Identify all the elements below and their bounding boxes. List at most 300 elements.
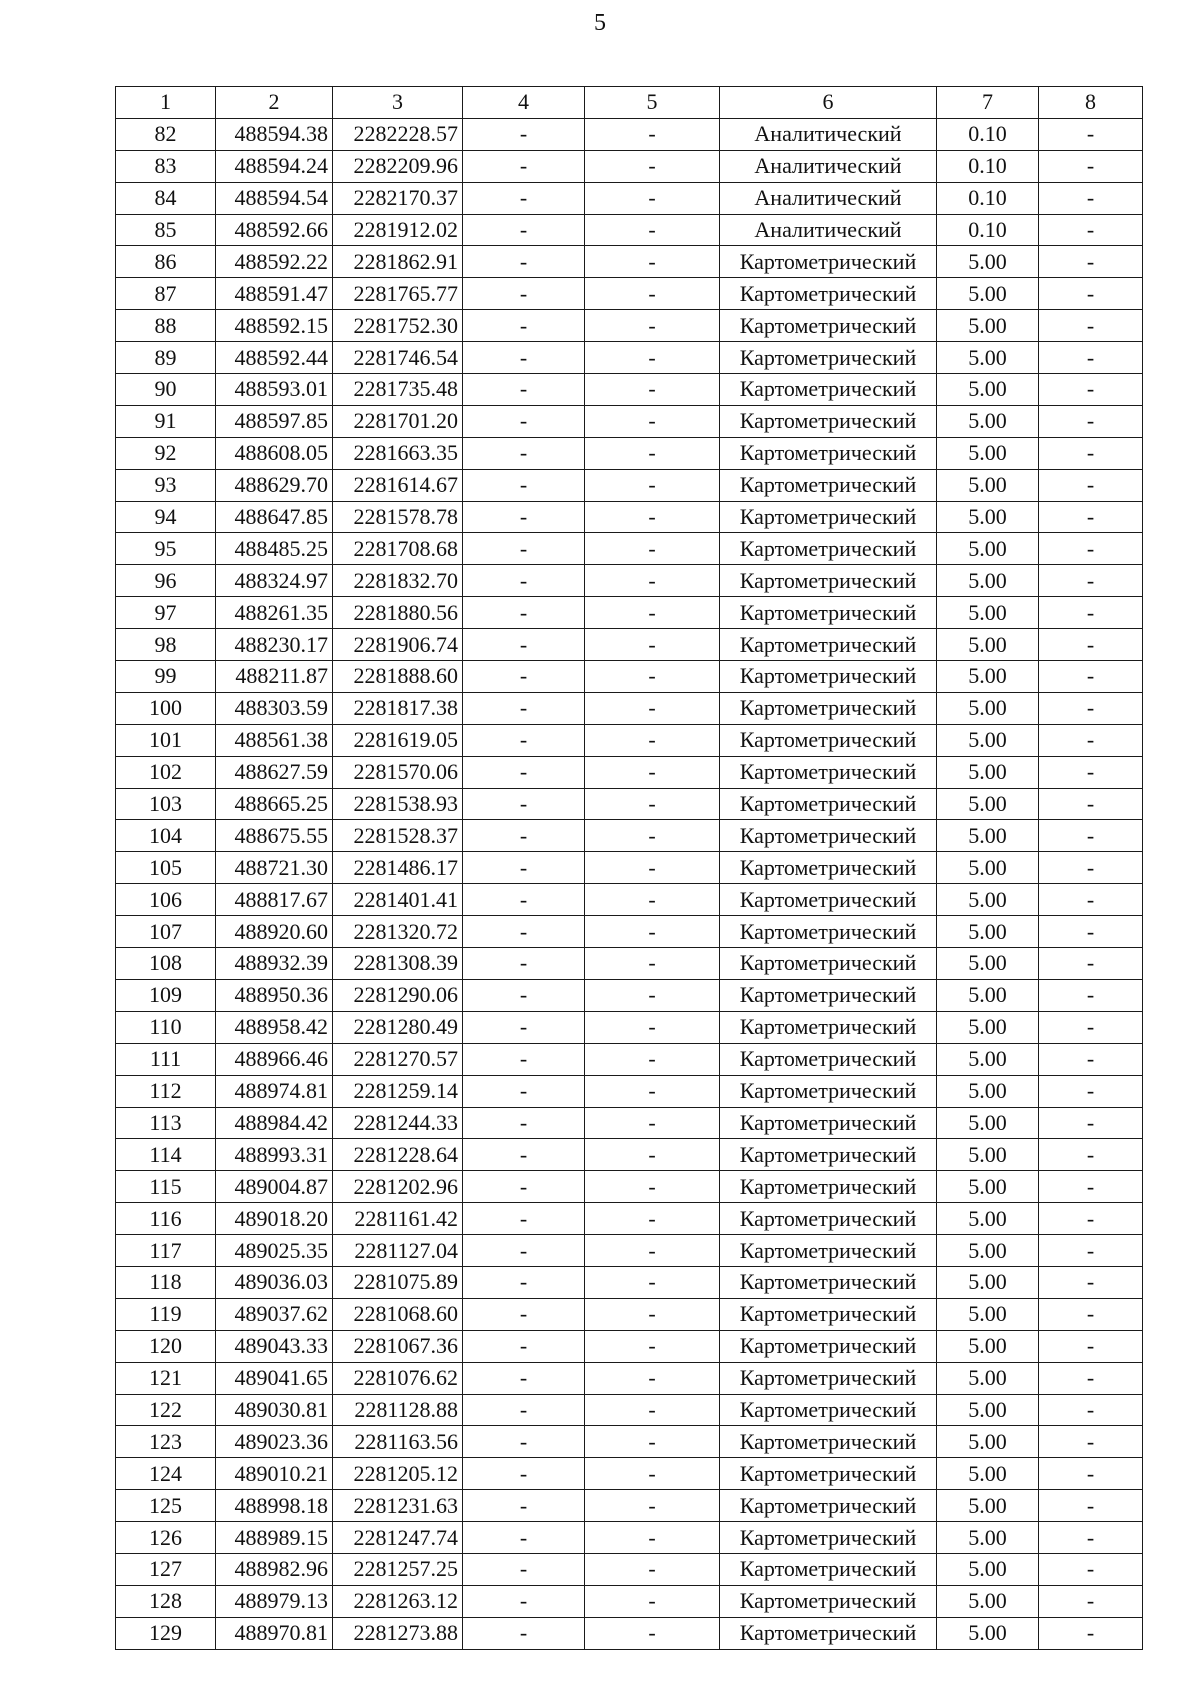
x-coordinate-cell: 488974.81 — [216, 1075, 333, 1107]
column-8-cell: - — [1039, 1394, 1143, 1426]
accuracy-cell: 5.00 — [937, 501, 1039, 533]
column-5-cell: - — [585, 1426, 720, 1458]
column-8-cell: - — [1039, 1330, 1143, 1362]
method-cell: Картометрический — [720, 310, 937, 342]
column-4-cell: - — [463, 1298, 585, 1330]
point-number-cell: 116 — [116, 1203, 216, 1235]
x-coordinate-cell: 488932.39 — [216, 948, 333, 980]
method-cell: Картометрический — [720, 1330, 937, 1362]
method-cell: Картометрический — [720, 533, 937, 565]
method-cell: Картометрический — [720, 1426, 937, 1458]
coordinates-table — [115, 86, 1143, 1650]
y-coordinate-cell: 2281888.60 — [333, 661, 463, 693]
column-5-cell: - — [585, 597, 720, 629]
accuracy-cell: 0.10 — [937, 214, 1039, 246]
accuracy-cell: 5.00 — [937, 405, 1039, 437]
point-number-cell: 118 — [116, 1266, 216, 1298]
column-4-cell: - — [463, 629, 585, 661]
method-cell: Картометрический — [720, 1458, 937, 1490]
column-5-cell: - — [585, 278, 720, 310]
column-4-cell: - — [463, 501, 585, 533]
point-number-cell: 125 — [116, 1490, 216, 1522]
table-row — [116, 150, 1143, 182]
y-coordinate-cell: 2281068.60 — [333, 1298, 463, 1330]
column-4-cell: - — [463, 374, 585, 406]
table-row — [116, 1298, 1143, 1330]
accuracy-cell: 5.00 — [937, 1171, 1039, 1203]
method-cell: Картометрический — [720, 916, 937, 948]
method-cell: Аналитический — [720, 182, 937, 214]
accuracy-cell: 5.00 — [937, 1107, 1039, 1139]
table-row — [116, 437, 1143, 469]
method-cell: Картометрический — [720, 756, 937, 788]
table-row — [116, 342, 1143, 374]
column-8-cell: - — [1039, 1553, 1143, 1585]
method-cell: Картометрический — [720, 1107, 937, 1139]
table-row — [116, 246, 1143, 278]
table-row — [116, 1235, 1143, 1267]
x-coordinate-cell: 488982.96 — [216, 1553, 333, 1585]
table-row — [116, 1490, 1143, 1522]
point-number-cell: 112 — [116, 1075, 216, 1107]
method-cell: Картометрический — [720, 501, 937, 533]
column-4-cell: - — [463, 916, 585, 948]
x-coordinate-cell: 488984.42 — [216, 1107, 333, 1139]
point-number-cell: 105 — [116, 852, 216, 884]
column-8-cell: - — [1039, 1362, 1143, 1394]
table-row — [116, 1553, 1143, 1585]
point-number-cell: 82 — [116, 118, 216, 150]
y-coordinate-cell: 2281752.30 — [333, 310, 463, 342]
accuracy-cell: 5.00 — [937, 1426, 1039, 1458]
column-5-cell: - — [585, 182, 720, 214]
accuracy-cell: 5.00 — [937, 884, 1039, 916]
column-4-cell: - — [463, 884, 585, 916]
table-row — [116, 597, 1143, 629]
table-row — [116, 501, 1143, 533]
column-8-cell: - — [1039, 756, 1143, 788]
column-4-cell: - — [463, 565, 585, 597]
column-4-cell: - — [463, 788, 585, 820]
point-number-cell: 115 — [116, 1171, 216, 1203]
column-8-cell: - — [1039, 405, 1143, 437]
column-4-cell: - — [463, 1107, 585, 1139]
method-cell: Картометрический — [720, 565, 937, 597]
column-5-cell: - — [585, 1458, 720, 1490]
column-8-cell: - — [1039, 629, 1143, 661]
table-row — [116, 884, 1143, 916]
x-coordinate-cell: 488608.05 — [216, 437, 333, 469]
column-5-cell: - — [585, 437, 720, 469]
column-8-cell: - — [1039, 661, 1143, 693]
method-cell: Картометрический — [720, 852, 937, 884]
column-4-cell: - — [463, 437, 585, 469]
column-5-cell: - — [585, 1617, 720, 1649]
column-4-cell: - — [463, 1330, 585, 1362]
y-coordinate-cell: 2281161.42 — [333, 1203, 463, 1235]
y-coordinate-cell: 2281259.14 — [333, 1075, 463, 1107]
x-coordinate-cell: 488324.97 — [216, 565, 333, 597]
y-coordinate-cell: 2281075.89 — [333, 1266, 463, 1298]
method-cell: Картометрический — [720, 1266, 937, 1298]
method-cell: Картометрический — [720, 1011, 937, 1043]
x-coordinate-cell: 489036.03 — [216, 1266, 333, 1298]
point-number-cell: 99 — [116, 661, 216, 693]
table-row — [116, 1426, 1143, 1458]
y-coordinate-cell: 2281270.57 — [333, 1043, 463, 1075]
table-row — [116, 118, 1143, 150]
y-coordinate-cell: 2281817.38 — [333, 692, 463, 724]
column-5-cell: - — [585, 852, 720, 884]
x-coordinate-cell: 488485.25 — [216, 533, 333, 565]
point-number-cell: 87 — [116, 278, 216, 310]
method-cell: Картометрический — [720, 437, 937, 469]
column-4-cell: - — [463, 278, 585, 310]
column-5-cell: - — [585, 1522, 720, 1554]
table-row — [116, 310, 1143, 342]
column-5-cell: - — [585, 1330, 720, 1362]
column-4-cell: - — [463, 342, 585, 374]
column-4-cell: - — [463, 1043, 585, 1075]
table-row — [116, 1266, 1143, 1298]
y-coordinate-cell: 2282228.57 — [333, 118, 463, 150]
x-coordinate-cell: 488665.25 — [216, 788, 333, 820]
column-8-cell: - — [1039, 1522, 1143, 1554]
column-5-cell: - — [585, 214, 720, 246]
column-5-cell: - — [585, 533, 720, 565]
point-number-cell: 122 — [116, 1394, 216, 1426]
column-4-cell: - — [463, 1203, 585, 1235]
accuracy-cell: 5.00 — [937, 979, 1039, 1011]
method-cell: Картометрический — [720, 1235, 937, 1267]
column-8-cell: - — [1039, 310, 1143, 342]
accuracy-cell: 5.00 — [937, 310, 1039, 342]
x-coordinate-cell: 488597.85 — [216, 405, 333, 437]
table-row — [116, 852, 1143, 884]
accuracy-cell: 5.00 — [937, 469, 1039, 501]
column-8-cell: - — [1039, 724, 1143, 756]
y-coordinate-cell: 2281076.62 — [333, 1362, 463, 1394]
method-cell: Картометрический — [720, 405, 937, 437]
x-coordinate-cell: 489004.87 — [216, 1171, 333, 1203]
column-8-cell: - — [1039, 118, 1143, 150]
column-8-cell: - — [1039, 884, 1143, 916]
column-5-cell: - — [585, 1553, 720, 1585]
accuracy-cell: 5.00 — [937, 852, 1039, 884]
x-coordinate-cell: 488817.67 — [216, 884, 333, 916]
column-4-cell: - — [463, 1139, 585, 1171]
column-4-cell: - — [463, 1266, 585, 1298]
y-coordinate-cell: 2281228.64 — [333, 1139, 463, 1171]
column-4-cell: - — [463, 1362, 585, 1394]
point-number-cell: 95 — [116, 533, 216, 565]
column-4-cell: - — [463, 1011, 585, 1043]
column-4-cell: - — [463, 469, 585, 501]
accuracy-cell: 5.00 — [937, 1203, 1039, 1235]
table-row — [116, 916, 1143, 948]
x-coordinate-cell: 488561.38 — [216, 724, 333, 756]
accuracy-cell: 5.00 — [937, 565, 1039, 597]
point-number-cell: 101 — [116, 724, 216, 756]
column-8-cell: - — [1039, 916, 1143, 948]
x-coordinate-cell: 489043.33 — [216, 1330, 333, 1362]
column-4-cell: - — [463, 692, 585, 724]
x-coordinate-cell: 488627.59 — [216, 756, 333, 788]
method-cell: Картометрический — [720, 597, 937, 629]
y-coordinate-cell: 2281570.06 — [333, 756, 463, 788]
x-coordinate-cell: 489023.36 — [216, 1426, 333, 1458]
table-row — [116, 1394, 1143, 1426]
accuracy-cell: 5.00 — [937, 916, 1039, 948]
column-8-cell: - — [1039, 1203, 1143, 1235]
column-8-cell: - — [1039, 1490, 1143, 1522]
column-5-cell: - — [585, 246, 720, 278]
table-row — [116, 692, 1143, 724]
table-row — [116, 788, 1143, 820]
x-coordinate-cell: 488594.24 — [216, 150, 333, 182]
accuracy-cell: 5.00 — [937, 1266, 1039, 1298]
accuracy-cell: 5.00 — [937, 1553, 1039, 1585]
point-number-cell: 121 — [116, 1362, 216, 1394]
accuracy-cell: 5.00 — [937, 1362, 1039, 1394]
x-coordinate-cell: 489025.35 — [216, 1235, 333, 1267]
column-8-cell: - — [1039, 788, 1143, 820]
point-number-cell: 129 — [116, 1617, 216, 1649]
y-coordinate-cell: 2281528.37 — [333, 820, 463, 852]
y-coordinate-cell: 2281862.91 — [333, 246, 463, 278]
table-row — [116, 1203, 1143, 1235]
method-cell: Картометрический — [720, 661, 937, 693]
point-number-cell: 113 — [116, 1107, 216, 1139]
table-row — [116, 1043, 1143, 1075]
column-8-cell: - — [1039, 437, 1143, 469]
point-number-cell: 100 — [116, 692, 216, 724]
y-coordinate-cell: 2281263.12 — [333, 1585, 463, 1617]
point-number-cell: 96 — [116, 565, 216, 597]
point-number-cell: 94 — [116, 501, 216, 533]
x-coordinate-cell: 488594.54 — [216, 182, 333, 214]
column-5-cell: - — [585, 884, 720, 916]
point-number-cell: 93 — [116, 469, 216, 501]
column-4-cell: - — [463, 310, 585, 342]
y-coordinate-cell: 2281401.41 — [333, 884, 463, 916]
accuracy-cell: 5.00 — [937, 533, 1039, 565]
column-8-cell: - — [1039, 1426, 1143, 1458]
column-5-cell: - — [585, 1203, 720, 1235]
method-cell: Картометрический — [720, 1171, 937, 1203]
method-cell: Картометрический — [720, 1362, 937, 1394]
point-number-cell: 109 — [116, 979, 216, 1011]
x-coordinate-cell: 488979.13 — [216, 1585, 333, 1617]
column-5-cell: - — [585, 1075, 720, 1107]
y-coordinate-cell: 2281486.17 — [333, 852, 463, 884]
column-5-cell: - — [585, 342, 720, 374]
column-header: 5 — [585, 87, 720, 119]
column-8-cell: - — [1039, 979, 1143, 1011]
table-row — [116, 374, 1143, 406]
y-coordinate-cell: 2281701.20 — [333, 405, 463, 437]
column-header: 2 — [216, 87, 333, 119]
column-8-cell: - — [1039, 342, 1143, 374]
point-number-cell: 107 — [116, 916, 216, 948]
point-number-cell: 128 — [116, 1585, 216, 1617]
x-coordinate-cell: 488592.22 — [216, 246, 333, 278]
point-number-cell: 88 — [116, 310, 216, 342]
method-cell: Картометрический — [720, 1522, 937, 1554]
accuracy-cell: 5.00 — [937, 1139, 1039, 1171]
column-5-cell: - — [585, 501, 720, 533]
column-8-cell: - — [1039, 1235, 1143, 1267]
y-coordinate-cell: 2281912.02 — [333, 214, 463, 246]
column-5-cell: - — [585, 788, 720, 820]
accuracy-cell: 5.00 — [937, 1011, 1039, 1043]
column-5-cell: - — [585, 692, 720, 724]
column-8-cell: - — [1039, 692, 1143, 724]
column-8-cell: - — [1039, 1266, 1143, 1298]
table-row — [116, 1139, 1143, 1171]
column-4-cell: - — [463, 1458, 585, 1490]
method-cell: Картометрический — [720, 1617, 937, 1649]
point-number-cell: 92 — [116, 437, 216, 469]
method-cell: Картометрический — [720, 1075, 937, 1107]
method-cell: Картометрический — [720, 374, 937, 406]
column-5-cell: - — [585, 629, 720, 661]
column-5-cell: - — [585, 118, 720, 150]
method-cell: Картометрический — [720, 1298, 937, 1330]
point-number-cell: 106 — [116, 884, 216, 916]
column-4-cell: - — [463, 724, 585, 756]
column-8-cell: - — [1039, 1011, 1143, 1043]
table-row — [116, 1617, 1143, 1649]
point-number-cell: 104 — [116, 820, 216, 852]
method-cell: Картометрический — [720, 1394, 937, 1426]
point-number-cell: 127 — [116, 1553, 216, 1585]
column-8-cell: - — [1039, 501, 1143, 533]
y-coordinate-cell: 2281906.74 — [333, 629, 463, 661]
point-number-cell: 111 — [116, 1043, 216, 1075]
column-4-cell: - — [463, 948, 585, 980]
accuracy-cell: 5.00 — [937, 788, 1039, 820]
x-coordinate-cell: 489010.21 — [216, 1458, 333, 1490]
table-row — [116, 533, 1143, 565]
point-number-cell: 108 — [116, 948, 216, 980]
column-header: 1 — [116, 87, 216, 119]
column-8-cell: - — [1039, 1458, 1143, 1490]
table-row — [116, 1011, 1143, 1043]
x-coordinate-cell: 488592.66 — [216, 214, 333, 246]
point-number-cell: 103 — [116, 788, 216, 820]
point-number-cell: 90 — [116, 374, 216, 406]
column-4-cell: - — [463, 1171, 585, 1203]
table-row — [116, 1171, 1143, 1203]
table-row — [116, 1107, 1143, 1139]
method-cell: Картометрический — [720, 1585, 937, 1617]
accuracy-cell: 5.00 — [937, 724, 1039, 756]
column-5-cell: - — [585, 1107, 720, 1139]
point-number-cell: 102 — [116, 756, 216, 788]
accuracy-cell: 5.00 — [937, 437, 1039, 469]
column-5-cell: - — [585, 374, 720, 406]
column-4-cell: - — [463, 1522, 585, 1554]
x-coordinate-cell: 488920.60 — [216, 916, 333, 948]
column-5-cell: - — [585, 916, 720, 948]
x-coordinate-cell: 489037.62 — [216, 1298, 333, 1330]
point-number-cell: 97 — [116, 597, 216, 629]
table-row — [116, 979, 1143, 1011]
table-row — [116, 756, 1143, 788]
x-coordinate-cell: 488993.31 — [216, 1139, 333, 1171]
method-cell: Картометрический — [720, 629, 937, 661]
column-8-cell: - — [1039, 1617, 1143, 1649]
accuracy-cell: 5.00 — [937, 692, 1039, 724]
table-row — [116, 469, 1143, 501]
x-coordinate-cell: 489041.65 — [216, 1362, 333, 1394]
point-number-cell: 91 — [116, 405, 216, 437]
column-5-cell: - — [585, 724, 720, 756]
column-8-cell: - — [1039, 1171, 1143, 1203]
y-coordinate-cell: 2281735.48 — [333, 374, 463, 406]
y-coordinate-cell: 2281663.35 — [333, 437, 463, 469]
method-cell: Картометрический — [720, 246, 937, 278]
column-5-cell: - — [585, 661, 720, 693]
column-5-cell: - — [585, 1139, 720, 1171]
accuracy-cell: 5.00 — [937, 1585, 1039, 1617]
column-5-cell: - — [585, 1235, 720, 1267]
column-4-cell: - — [463, 1617, 585, 1649]
method-cell: Картометрический — [720, 884, 937, 916]
y-coordinate-cell: 2281067.36 — [333, 1330, 463, 1362]
column-4-cell: - — [463, 246, 585, 278]
y-coordinate-cell: 2281205.12 — [333, 1458, 463, 1490]
accuracy-cell: 5.00 — [937, 597, 1039, 629]
table-row — [116, 661, 1143, 693]
column-5-cell: - — [585, 756, 720, 788]
point-number-cell: 110 — [116, 1011, 216, 1043]
accuracy-cell: 5.00 — [937, 278, 1039, 310]
point-number-cell: 86 — [116, 246, 216, 278]
column-5-cell: - — [585, 820, 720, 852]
column-8-cell: - — [1039, 150, 1143, 182]
method-cell: Аналитический — [720, 118, 937, 150]
y-coordinate-cell: 2281128.88 — [333, 1394, 463, 1426]
y-coordinate-cell: 2281538.93 — [333, 788, 463, 820]
column-4-cell: - — [463, 597, 585, 629]
accuracy-cell: 5.00 — [937, 661, 1039, 693]
method-cell: Картометрический — [720, 278, 937, 310]
method-cell: Картометрический — [720, 469, 937, 501]
y-coordinate-cell: 2281202.96 — [333, 1171, 463, 1203]
point-number-cell: 123 — [116, 1426, 216, 1458]
column-5-cell: - — [585, 565, 720, 597]
column-header: 8 — [1039, 87, 1143, 119]
column-4-cell: - — [463, 1235, 585, 1267]
x-coordinate-cell: 488675.55 — [216, 820, 333, 852]
column-4-cell: - — [463, 756, 585, 788]
table-body — [116, 118, 1143, 1649]
x-coordinate-cell: 488950.36 — [216, 979, 333, 1011]
table-row — [116, 182, 1143, 214]
y-coordinate-cell: 2281765.77 — [333, 278, 463, 310]
column-4-cell: - — [463, 1585, 585, 1617]
table-row — [116, 405, 1143, 437]
x-coordinate-cell: 488966.46 — [216, 1043, 333, 1075]
column-4-cell: - — [463, 1490, 585, 1522]
accuracy-cell: 5.00 — [937, 820, 1039, 852]
accuracy-cell: 5.00 — [937, 1235, 1039, 1267]
x-coordinate-cell: 488647.85 — [216, 501, 333, 533]
column-8-cell: - — [1039, 469, 1143, 501]
accuracy-cell: 5.00 — [937, 374, 1039, 406]
